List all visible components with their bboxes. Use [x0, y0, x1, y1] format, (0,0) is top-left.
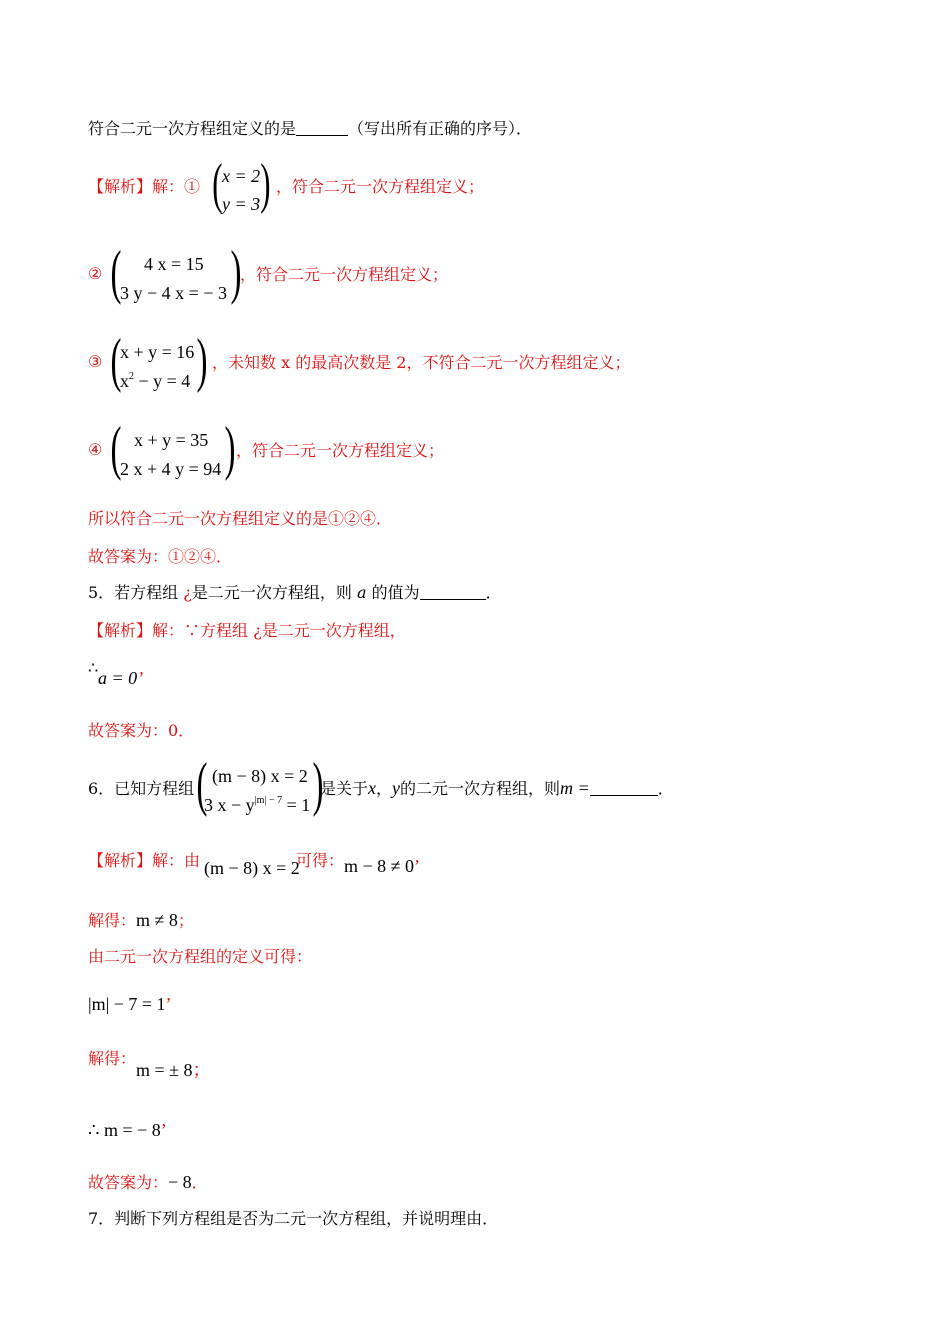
step-2: 由二元一次方程组的定义可得： [88, 947, 313, 966]
right-paren: ) [312, 751, 324, 817]
item-number: ③ [88, 352, 103, 371]
equation-line: 2 x + 4 y = 94 [120, 459, 222, 479]
solution-label: 【解析】解：① [88, 177, 201, 196]
step-1: 解得：m ≠ 8； [88, 910, 194, 930]
left-brace: ( [110, 415, 122, 481]
therefore-symbol: ∴ [88, 658, 99, 677]
answer-blank[interactable] [590, 779, 658, 796]
left-brace: ( [110, 239, 122, 305]
left-brace: ( [196, 751, 208, 817]
equation-line: 4 x = 15 [144, 254, 204, 274]
question-6-lead: 6．已知方程组 [88, 779, 195, 798]
right-paren: ) [260, 153, 271, 215]
answer-blank[interactable] [420, 583, 486, 600]
question-6-tail: 是关于x，y的二元一次方程组，则m = ． [320, 778, 674, 798]
left-brace: ( [110, 327, 122, 393]
question-text: 符合二元一次方程组定义的是 [88, 119, 297, 138]
answer-line: 故答案为：0． [88, 721, 195, 740]
given-expression: (m − 8) x = 2 [204, 858, 300, 878]
equation-line: x + y = 35 [134, 430, 209, 450]
question-7: 7．判断下列方程组是否为二元一次方程组，并说明理由． [88, 1209, 499, 1228]
right-paren: ) [224, 415, 236, 481]
equation-line: x + y = 16 [120, 342, 195, 362]
step-3: |m| − 7 = 1’ [88, 994, 172, 1014]
right-paren: ) [196, 327, 208, 393]
solution-5: 【解析】解：∵方程组 ¿是二元一次方程组， [88, 621, 406, 640]
step-4-label: 解得： [88, 1049, 137, 1068]
equation-line: $x^2 - y = 4$ [120, 371, 191, 391]
fill-in-question-tail [88, 118, 532, 140]
question-hint: （写出所有正确的序号）． [348, 119, 533, 138]
equation-line: 3 $x - y^{|m| - 7} = 1$ [204, 795, 311, 815]
answer-blank[interactable] [296, 119, 348, 136]
answer-line: 故答案为：− 8． [88, 1172, 208, 1192]
answer-line: 故答案为：①②④． [88, 547, 233, 566]
item-number: ④ [88, 440, 103, 459]
step-5: ∴ m = − 8’ [88, 1120, 167, 1140]
solution-6: 【解析】解：由 [88, 851, 201, 870]
solution-comment: ，符合二元一次方程组定义； [240, 265, 449, 284]
right-paren: ) [230, 239, 242, 305]
equation-line: x = 2 [222, 166, 261, 186]
solution-text: 可得： [296, 851, 345, 870]
result-expression: a = 0’ [98, 668, 144, 688]
solution-comment: ，符合二元一次方程组定义； [236, 441, 445, 460]
conclusion: 所以符合二元一次方程组定义的是①②④． [88, 509, 393, 528]
result-expression: m − 8 ≠ 0’ [344, 856, 421, 876]
equation-line: y = 3 [222, 194, 261, 214]
equation-line: 3 y − 4 x = − 3 [120, 283, 227, 303]
question-5: 5．若方程组 ¿是二元一次方程组，则 a 的值为 ． [88, 583, 502, 602]
item-number: ② [88, 264, 103, 283]
left-brace: ( [212, 153, 223, 215]
solution-comment: ，未知数 x 的最高次数是 2，不符合二元一次方程组定义； [212, 353, 631, 372]
solution-comment: ，符合二元一次方程组定义； [276, 177, 485, 196]
equation-line: (m − 8) x = 2 [212, 766, 308, 786]
step-4: m = ± 8； [136, 1060, 211, 1080]
